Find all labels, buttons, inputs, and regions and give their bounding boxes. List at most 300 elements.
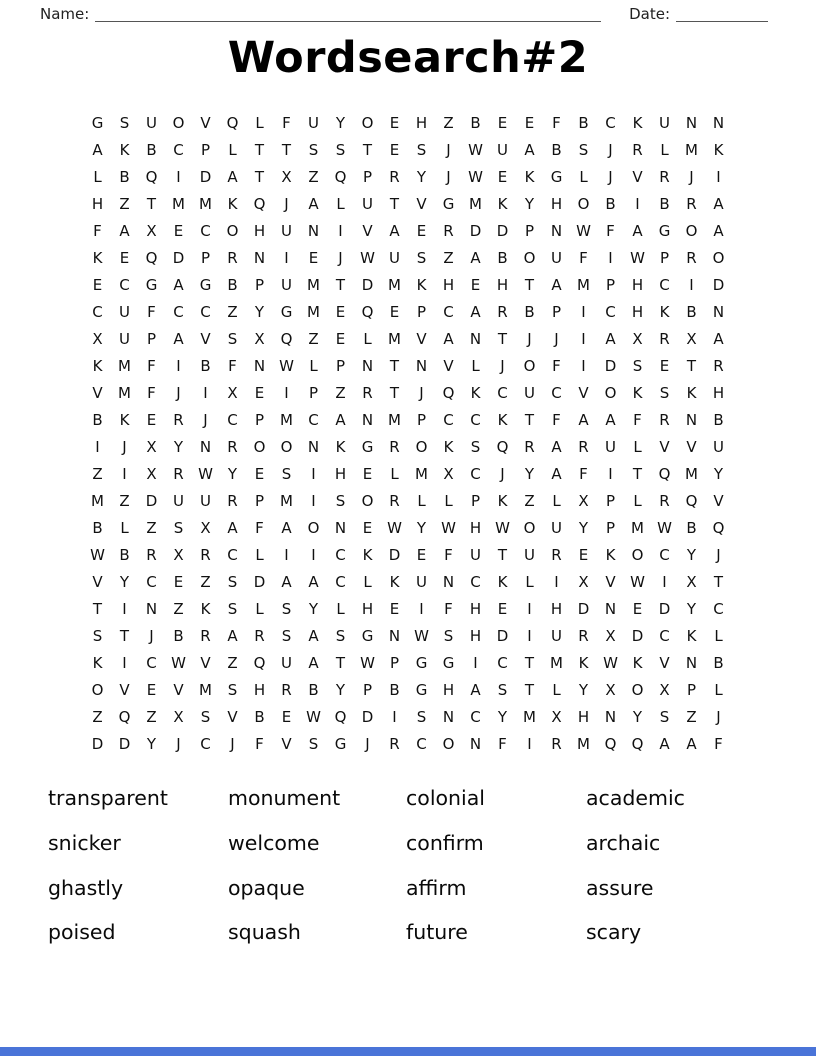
grid-letter: S [416, 248, 427, 267]
grid-letter: I [581, 329, 586, 348]
grid-letter: W [360, 653, 375, 672]
grid-letter: L [309, 356, 318, 375]
grid-letter: K [119, 140, 130, 159]
grid-letter: C [605, 302, 616, 321]
grid-letter: M [631, 518, 644, 537]
grid-letter: N [334, 518, 347, 537]
grid-letter: O [307, 518, 320, 537]
grid-letter: C [200, 302, 211, 321]
grid-letter: K [443, 437, 454, 456]
grid-letter: L [336, 599, 345, 618]
grid-letter: K [497, 491, 508, 510]
grid-letter: E [146, 680, 157, 699]
grid-letter: M [118, 356, 131, 375]
name-blank-line [95, 6, 601, 22]
grid-letter: U [497, 140, 508, 159]
grid-letter: E [254, 383, 265, 402]
grid-letter: W [414, 626, 429, 645]
grid-letter: P [551, 302, 562, 321]
grid-letter: P [605, 275, 616, 294]
grid-letter: N [469, 329, 482, 348]
grid-letter: I [122, 653, 127, 672]
grid-letter: F [552, 356, 561, 375]
grid-letter: H [469, 518, 482, 537]
grid-letter: I [338, 221, 343, 240]
grid-letter: A [524, 140, 535, 159]
grid-letter: V [119, 680, 130, 699]
grid-letter: X [146, 464, 157, 483]
grid-letter: I [311, 491, 316, 510]
grid-letter: M [415, 464, 428, 483]
grid-letter: T [713, 572, 724, 591]
grid-letter: N [253, 248, 266, 267]
grid-letter: U [173, 491, 184, 510]
grid-letter: B [713, 410, 724, 429]
grid-letter: P [524, 221, 535, 240]
grid-letter: L [120, 518, 129, 537]
grid-letter: A [173, 275, 184, 294]
grid-letter: J [716, 707, 721, 726]
grid-letter: U [146, 113, 157, 132]
grid-letter: Q [253, 194, 266, 213]
grid-letter: J [500, 464, 505, 483]
grid-letter: M [469, 194, 482, 213]
grid-letter: B [578, 113, 589, 132]
grid-letter: C [470, 464, 481, 483]
grid-letter: P [146, 329, 157, 348]
grid-letter: S [281, 599, 292, 618]
grid-letter: Y [686, 545, 697, 564]
grid-letter: X [578, 491, 589, 510]
grid-letter: E [362, 518, 373, 537]
grid-letter: L [363, 329, 372, 348]
grid-letter: J [419, 383, 424, 402]
grid-letter: C [200, 221, 211, 240]
grid-letter: M [388, 410, 401, 429]
grid-letter: S [632, 356, 643, 375]
grid-letter: A [578, 410, 589, 429]
grid-letter: A [119, 221, 130, 240]
grid-letter: F [579, 248, 588, 267]
word-item: snicker [48, 831, 121, 855]
grid-letter: L [417, 491, 426, 510]
grid-letter: I [662, 572, 667, 591]
grid-letter: C [173, 302, 184, 321]
grid-letter: X [443, 464, 454, 483]
grid-letter: I [716, 167, 721, 186]
grid-letter: Z [92, 707, 103, 726]
grid-letter: O [577, 194, 590, 213]
grid-letter: A [389, 221, 400, 240]
grid-letter: I [419, 599, 424, 618]
grid-letter: P [686, 680, 697, 699]
grid-letter: L [390, 464, 399, 483]
grid-letter: S [92, 626, 103, 645]
word-item: monument [228, 786, 341, 811]
grid-letter: X [686, 572, 697, 591]
grid-letter: N [199, 437, 212, 456]
grid-letter: L [93, 167, 102, 186]
grid-letter: I [284, 383, 289, 402]
grid-letter: E [146, 410, 157, 429]
grid-letter: V [362, 221, 373, 240]
grid-letter: S [227, 599, 238, 618]
grid-letter: N [307, 221, 320, 240]
grid-letter: V [578, 383, 589, 402]
grid-letter: T [281, 140, 292, 159]
grid-letter: A [308, 572, 319, 591]
grid-letter: D [496, 221, 509, 240]
grid-letter: C [470, 707, 481, 726]
grid-letter: E [497, 167, 508, 186]
grid-letter: E [497, 113, 508, 132]
grid-letter: X [173, 545, 184, 564]
grid-letter: L [255, 545, 264, 564]
grid-letter: V [92, 383, 103, 402]
grid-letter: V [659, 653, 670, 672]
grid-letter: R [578, 626, 589, 645]
grid-letter: H [334, 464, 347, 483]
grid-letter: C [92, 302, 103, 321]
grid-letter: S [227, 329, 238, 348]
grid-letter: N [253, 356, 266, 375]
grid-letter: O [631, 680, 644, 699]
grid-letter: F [444, 599, 453, 618]
grid-letter: R [686, 194, 697, 213]
grid-letter: V [416, 194, 427, 213]
grid-letter: A [227, 518, 238, 537]
grid-letter: D [199, 167, 212, 186]
grid-letter: Z [146, 707, 157, 726]
grid-letter: I [122, 464, 127, 483]
grid-letter: D [631, 626, 644, 645]
grid-letter: M [199, 680, 212, 699]
grid-letter: I [608, 464, 613, 483]
word-item: affirm [406, 875, 467, 900]
word-item: scary [586, 920, 642, 945]
grid-letter: C [605, 113, 616, 132]
grid-letter: R [173, 464, 184, 483]
grid-letter: A [92, 140, 103, 159]
grid-letter: A [335, 410, 346, 429]
grid-letter: G [658, 221, 671, 240]
grid-letter: H [361, 599, 374, 618]
grid-letter: Y [578, 680, 589, 699]
grid-letter: I [203, 383, 208, 402]
grid-letter: P [470, 491, 481, 510]
grid-letter: I [527, 734, 532, 753]
grid-letter: G [280, 302, 293, 321]
grid-letter: K [389, 572, 400, 591]
grid-letter: L [525, 572, 534, 591]
grid-letter: T [686, 356, 697, 375]
grid-letter: O [253, 437, 266, 456]
header-row [0, 0, 816, 24]
grid-letter: E [119, 248, 130, 267]
grid-letter: H [550, 599, 563, 618]
grid-letter: M [280, 410, 293, 429]
grid-letter: U [362, 194, 373, 213]
grid-letter: T [146, 194, 157, 213]
grid-letter: C [146, 572, 157, 591]
grid-letter: D [118, 734, 131, 753]
grid-letter: R [389, 167, 400, 186]
grid-letter: L [336, 194, 345, 213]
grid-letter: Y [335, 113, 346, 132]
grid-letter: D [604, 356, 617, 375]
grid-letter: C [497, 383, 508, 402]
grid-letter: B [605, 194, 616, 213]
grid-letter: T [335, 653, 346, 672]
grid-letter: D [388, 545, 401, 564]
grid-letter: A [443, 329, 454, 348]
grid-letter: X [632, 329, 643, 348]
grid-letter: C [173, 140, 184, 159]
grid-letter: Y [686, 599, 697, 618]
grid-letter: O [604, 383, 617, 402]
grid-letter: T [524, 410, 535, 429]
grid-letter: E [659, 356, 670, 375]
grid-letter: G [442, 653, 455, 672]
grid-letter: S [173, 518, 184, 537]
grid-letter: R [227, 248, 238, 267]
grid-letter: Q [118, 707, 131, 726]
grid-letter: X [146, 221, 157, 240]
grid-letter: R [227, 491, 238, 510]
grid-letter: O [523, 248, 536, 267]
grid-letter: Y [146, 734, 157, 753]
grid-letter: G [91, 113, 104, 132]
grid-letter: J [338, 248, 343, 267]
grid-letter: F [498, 734, 507, 753]
word-item: assure [586, 875, 654, 900]
grid-letter: N [685, 410, 698, 429]
grid-letter: L [633, 437, 642, 456]
grid-letter: F [228, 356, 237, 375]
grid-letter: J [527, 329, 532, 348]
grid-letter: J [554, 329, 559, 348]
grid-letter: V [200, 113, 211, 132]
grid-letter: R [173, 410, 184, 429]
grid-letter: E [389, 302, 400, 321]
grid-letter: W [468, 167, 483, 186]
grid-letter: V [686, 437, 697, 456]
grid-letter: C [497, 653, 508, 672]
grid-letter: F [714, 734, 723, 753]
grid-letter: I [284, 545, 289, 564]
grid-letter: L [714, 626, 723, 645]
grid-letter: P [254, 410, 265, 429]
grid-letter: I [473, 653, 478, 672]
grid-letter: Y [713, 464, 724, 483]
grid-letter: Z [524, 491, 535, 510]
grid-letter: B [551, 140, 562, 159]
grid-letter: Q [658, 464, 671, 483]
grid-letter: J [500, 356, 505, 375]
grid-letter: S [308, 734, 319, 753]
word-item: future [406, 920, 468, 945]
grid-letter: R [659, 491, 670, 510]
grid-letter: O [226, 221, 239, 240]
grid-letter: H [577, 707, 590, 726]
grid-letter: N [685, 113, 698, 132]
grid-letter: P [659, 248, 670, 267]
grid-letter: U [200, 491, 211, 510]
grid-letter: H [712, 383, 725, 402]
grid-letter: E [416, 545, 427, 564]
grid-letter: F [147, 356, 156, 375]
grid-letter: O [280, 437, 293, 456]
grid-letter: W [468, 140, 483, 159]
grid-letter: B [308, 680, 319, 699]
word-item: academic [586, 786, 685, 811]
grid-letter: C [659, 275, 670, 294]
grid-letter: B [524, 302, 535, 321]
grid-letter: D [361, 707, 374, 726]
grid-letter: K [416, 275, 427, 294]
grid-letter: T [389, 383, 400, 402]
grid-letter: Z [119, 491, 130, 510]
grid-letter: W [576, 221, 591, 240]
grid-letter: A [713, 194, 724, 213]
grid-letter: I [581, 356, 586, 375]
grid-letter: M [172, 194, 185, 213]
grid-letter: Y [308, 599, 319, 618]
grid-letter: P [362, 167, 373, 186]
grid-letter: G [199, 275, 212, 294]
grid-letter: R [632, 140, 643, 159]
grid-letter: M [199, 194, 212, 213]
grid-letter: J [284, 194, 289, 213]
grid-letter: R [389, 437, 400, 456]
word-item: confirm [406, 831, 484, 855]
grid-letter: M [118, 383, 131, 402]
date-blank-line [676, 6, 768, 22]
grid-letter: Q [145, 167, 158, 186]
grid-letter: V [632, 167, 643, 186]
grid-letter: Q [361, 302, 374, 321]
grid-letter: Y [524, 194, 535, 213]
grid-letter: C [551, 383, 562, 402]
grid-letter: H [469, 599, 482, 618]
wordsearch-grid [0, 109, 816, 757]
grid-letter: K [497, 410, 508, 429]
grid-letter: I [95, 437, 100, 456]
grid-letter: N [361, 410, 374, 429]
grid-letter: I [581, 302, 586, 321]
grid-letter: T [92, 599, 103, 618]
grid-letter: W [387, 518, 402, 537]
grid-letter: L [633, 491, 642, 510]
grid-letter: G [361, 626, 374, 645]
grid-letter: Q [496, 437, 509, 456]
grid-letter: H [469, 626, 482, 645]
grid-letter: Y [497, 707, 508, 726]
grid-letter: W [495, 518, 510, 537]
grid-letter: N [469, 734, 482, 753]
grid-letter: K [92, 248, 103, 267]
grid-letter: H [631, 302, 644, 321]
grid-letter: S [200, 707, 211, 726]
grid-letter: L [255, 599, 264, 618]
grid-letter: S [281, 626, 292, 645]
grid-letter: R [281, 680, 292, 699]
grid-letter: V [200, 653, 211, 672]
grid-letter: C [119, 275, 130, 294]
grid-letter: P [335, 356, 346, 375]
grid-letter: A [551, 437, 562, 456]
grid-letter: Y [119, 572, 130, 591]
grid-letter: T [632, 464, 643, 483]
grid-letter: C [416, 734, 427, 753]
grid-letter: K [524, 167, 535, 186]
grid-letter: T [335, 275, 346, 294]
grid-letter: M [685, 140, 698, 159]
grid-letter: U [524, 383, 535, 402]
grid-letter: P [254, 275, 265, 294]
grid-letter: O [361, 113, 374, 132]
grid-letter: L [228, 140, 237, 159]
grid-letter: B [254, 707, 265, 726]
page-title: Wordsearch#2 [227, 33, 589, 83]
grid-letter: L [660, 140, 669, 159]
grid-letter: F [579, 464, 588, 483]
grid-letter: L [552, 491, 561, 510]
grid-letter: D [658, 599, 671, 618]
grid-letter: K [632, 113, 643, 132]
grid-letter: K [497, 572, 508, 591]
grid-letter: K [578, 653, 589, 672]
grid-letter: N [442, 572, 455, 591]
grid-letter: T [362, 140, 373, 159]
grid-letter: L [363, 572, 372, 591]
grid-letter: S [227, 572, 238, 591]
grid-letter: R [524, 437, 535, 456]
grid-letter: C [659, 626, 670, 645]
grid-letter: I [527, 626, 532, 645]
grid-letter: F [444, 545, 453, 564]
grid-letter: C [713, 599, 724, 618]
grid-letter: U [470, 545, 481, 564]
grid-letter: R [551, 545, 562, 564]
grid-letter: B [146, 140, 157, 159]
grid-letter: U [389, 248, 400, 267]
grid-letter: Z [443, 113, 454, 132]
grid-letter: C [308, 410, 319, 429]
grid-letter: Q [253, 653, 266, 672]
grid-letter: K [335, 437, 346, 456]
grid-letter: S [470, 437, 481, 456]
grid-letter: Z [92, 464, 103, 483]
grid-letter: U [659, 113, 670, 132]
word-item: opaque [228, 875, 305, 900]
grid-letter: R [578, 437, 589, 456]
grid-letter: E [632, 599, 643, 618]
grid-letter: Z [119, 194, 130, 213]
grid-letter: N [145, 599, 158, 618]
grid-letter: Z [308, 329, 319, 348]
grid-letter: X [227, 383, 238, 402]
grid-letter: R [146, 545, 157, 564]
grid-letter: U [281, 275, 292, 294]
grid-letter: G [361, 437, 374, 456]
grid-letter: Y [173, 437, 184, 456]
grid-letter: L [444, 491, 453, 510]
grid-letter: K [227, 194, 238, 213]
grid-letter: T [254, 140, 265, 159]
grid-letter: T [389, 194, 400, 213]
grid-letter: P [200, 140, 211, 159]
